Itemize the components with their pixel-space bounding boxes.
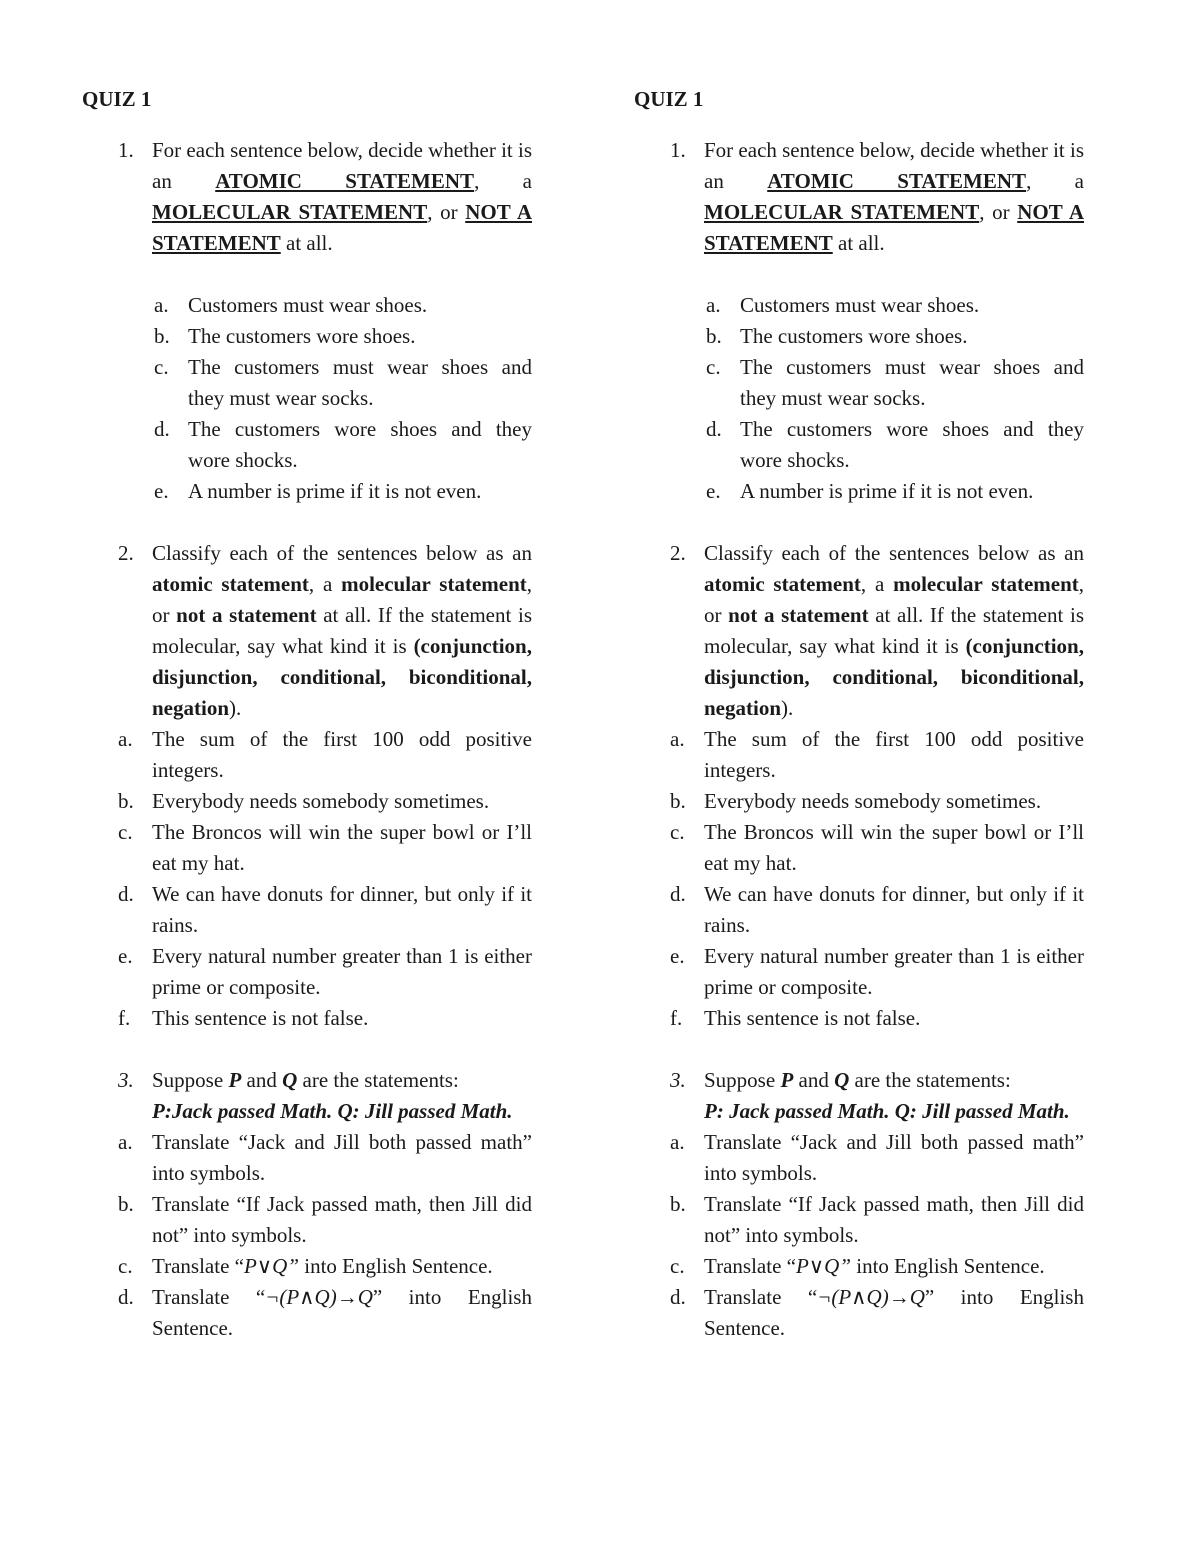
item-text-tail: ” into English Sentence. [704, 1285, 1084, 1340]
list-item [82, 724, 532, 786]
variable-p: P [228, 1068, 242, 1092]
question-1-intro: For each sentence below, decide whether it is an [704, 138, 1084, 193]
item-text: Translate “If Jack passed math, then Jill did not” into symbols. [704, 1192, 1084, 1247]
statement-definitions: P:Jack passed Math. Q: Jill passed Math. [152, 1099, 513, 1123]
item-text: We can have donuts for dinner, but only if it rains. [152, 882, 532, 937]
quiz-title: QUIZ 1 [82, 87, 152, 111]
list-item [634, 817, 1084, 879]
item-text: Every natural number greater than 1 is either prime or composite. [704, 944, 1084, 999]
item-text: Translate “If Jack passed math, then Jill did not” into symbols. [152, 1192, 532, 1247]
list-item [634, 476, 1084, 507]
item-label: b. [670, 1192, 686, 1216]
statement-definitions: P: Jack passed Math. Q: Jill passed Math. [704, 1099, 1070, 1123]
list-item [82, 1003, 532, 1034]
atomic-statement-term: ATOMIC STATEMENT [215, 169, 475, 193]
list-item [634, 724, 1084, 786]
item-label: e. [154, 479, 169, 503]
quiz-title: QUIZ 1 [634, 87, 704, 111]
math-expression: ¬(P∧Q)→Q [265, 1285, 373, 1309]
list-item [82, 352, 532, 414]
item-label: e. [118, 944, 133, 968]
list-item [82, 414, 532, 476]
item-label: a. [118, 727, 133, 751]
list-item [82, 1127, 532, 1189]
question-1: 1. For each sentence below, decide whether it is an ATOMIC STATEMENT, a MOLECULAR STATEMENT, or NOT A STATEMENT at all. [82, 135, 532, 259]
question-1: 1. For each sentence below, decide whether it is an ATOMIC STATEMENT, a MOLECULAR STATEMENT, or NOT A STATEMENT at all. [634, 135, 1084, 259]
item-label: d. [154, 417, 170, 441]
item-text: The Broncos will win the super bowl or I’ll eat my hat. [704, 820, 1084, 875]
item-text: The customers wore shoes. [188, 324, 416, 348]
item-text-tail: ” into English Sentence. [152, 1285, 532, 1340]
item-text: Customers must wear shoes. [188, 293, 428, 317]
list-item [82, 786, 532, 817]
list-item [82, 290, 532, 321]
item-label: a. [154, 293, 169, 317]
list-item [82, 879, 532, 941]
item-label: c. [118, 1254, 133, 1278]
item-text: Everybody needs somebody sometimes. [704, 789, 1042, 813]
list-item [82, 1189, 532, 1251]
item-text-tail: into English Sentence. [851, 1254, 1045, 1278]
item-text: The customers must wear shoes and they must wear socks. [188, 355, 532, 410]
list-item [82, 1251, 532, 1282]
item-text: The sum of the first 100 odd positive integers. [704, 727, 1084, 782]
item-text-tail: into English Sentence. [299, 1254, 493, 1278]
math-expression: P∨Q” [243, 1254, 300, 1278]
item-text: Customers must wear shoes. [740, 293, 980, 317]
item-text: Translate “ [704, 1254, 796, 1278]
list-item [634, 1127, 1084, 1189]
item-label: d. [118, 882, 134, 906]
list-item [634, 786, 1084, 817]
not-a-statement-term: NOT A STATEMENT [704, 200, 1084, 255]
item-text: This sentence is not false. [152, 1006, 369, 1030]
item-text: Every natural number greater than 1 is either prime or composite. [152, 944, 532, 999]
math-expression: P∨Q” [795, 1254, 852, 1278]
item-label: f. [670, 1006, 683, 1030]
item-text: Translate “Jack and Jill both passed math” into symbols. [704, 1130, 1084, 1185]
item-label: c. [670, 820, 685, 844]
item-text: Everybody needs somebody sometimes. [152, 789, 490, 813]
item-label: d. [118, 1285, 134, 1309]
list-item [634, 414, 1084, 476]
item-label: e. [706, 479, 721, 503]
list-item [82, 941, 532, 1003]
item-text: The customers wore shoes. [740, 324, 968, 348]
molecular-statement-term: MOLECULAR STATEMENT [152, 200, 428, 224]
item-label: b. [118, 1192, 134, 1216]
item-text: The Broncos will win the super bowl or I’ll eat my hat. [152, 820, 532, 875]
question-number: 1. [118, 138, 134, 162]
list-item [634, 1003, 1084, 1034]
list-item [634, 321, 1084, 352]
item-text: Translate “ [704, 1285, 818, 1309]
question-2: 2. Classify each of the sentences below as an atomic statement, a molecular statement, or not a statement at all. If the statement is molecular, say what kind it is (conjunction, disjunction, conditional, biconditional, negation). [82, 538, 532, 724]
question-number: 2. [118, 541, 134, 565]
list-item [82, 476, 532, 507]
item-label: f. [118, 1006, 131, 1030]
statement-kinds: (conjunction, disjunction, conditional, biconditional, negation [704, 634, 1084, 720]
question-2-options [82, 724, 532, 1034]
item-text: The sum of the first 100 odd positive integers. [152, 727, 532, 782]
variable-p: P [780, 1068, 794, 1092]
question-1-options [82, 290, 532, 507]
item-label: c. [670, 1254, 685, 1278]
question-3-options [634, 1127, 1084, 1344]
item-text: Translate “Jack and Jill both passed math” into symbols. [152, 1130, 532, 1185]
question-2: 2. Classify each of the sentences below as an atomic statement, a molecular statement, or not a statement at all. If the statement is molecular, say what kind it is (conjunction, disjunction, conditional, biconditional, negation). [634, 538, 1084, 724]
not-a-statement-term: not a statement [728, 603, 869, 627]
item-text: The customers wore shoes and they wore shocks. [188, 417, 532, 472]
not-a-statement-term: NOT A STATEMENT [152, 200, 532, 255]
variable-q: Q [282, 1068, 298, 1092]
question-number: 1. [670, 138, 686, 162]
variable-q: Q [834, 1068, 850, 1092]
item-label: a. [118, 1130, 133, 1154]
question-number: 2. [670, 541, 686, 565]
item-label: c. [154, 355, 169, 379]
molecular-statement-term: molecular statement [341, 572, 527, 596]
list-item [634, 1282, 1084, 1344]
item-text: Translate “ [152, 1254, 244, 1278]
not-a-statement-term: not a statement [176, 603, 317, 627]
list-item [82, 321, 532, 352]
item-text: We can have donuts for dinner, but only if it rains. [704, 882, 1084, 937]
item-label: c. [118, 820, 133, 844]
question-3: 3. Suppose P and Q are the statements: P:Jack passed Math. Q: Jill passed Math. [82, 1065, 532, 1127]
list-item [634, 1189, 1084, 1251]
item-text: The customers must wear shoes and they must wear socks. [740, 355, 1084, 410]
list-item [634, 941, 1084, 1003]
item-label: b. [706, 324, 722, 348]
list-item [634, 879, 1084, 941]
item-label: e. [670, 944, 685, 968]
item-text: Translate “ [152, 1285, 266, 1309]
item-text: A number is prime if it is not even. [188, 479, 482, 503]
list-item [634, 290, 1084, 321]
item-text: This sentence is not false. [704, 1006, 921, 1030]
question-3: 3. Suppose P and Q are the statements: P: Jack passed Math. Q: Jill passed Math. [634, 1065, 1084, 1127]
atomic-statement-term: ATOMIC STATEMENT [767, 169, 1027, 193]
question-3-options [82, 1127, 532, 1344]
quiz-column-right [634, 84, 1084, 1344]
list-item [82, 817, 532, 879]
molecular-statement-term: molecular statement [893, 572, 1079, 596]
question-number: 3. [670, 1068, 686, 1092]
question-1-options [634, 290, 1084, 507]
statement-kinds: (conjunction, disjunction, conditional, biconditional, negation [152, 634, 532, 720]
list-item [634, 1251, 1084, 1282]
item-label: a. [670, 1130, 685, 1154]
molecular-statement-term: MOLECULAR STATEMENT [704, 200, 980, 224]
item-label: c. [706, 355, 721, 379]
list-item [634, 352, 1084, 414]
item-text: A number is prime if it is not even. [740, 479, 1034, 503]
quiz-column-left [82, 84, 532, 1344]
item-label: b. [670, 789, 686, 813]
question-2-options [634, 724, 1084, 1034]
atomic-statement-term: atomic statement [704, 572, 861, 596]
item-label: d. [670, 882, 686, 906]
list-item [82, 1282, 532, 1344]
item-label: a. [670, 727, 685, 751]
item-label: d. [670, 1285, 686, 1309]
item-label: b. [118, 789, 134, 813]
item-label: d. [706, 417, 722, 441]
question-1-intro: For each sentence below, decide whether it is an [152, 138, 532, 193]
question-number: 3. [118, 1068, 134, 1092]
atomic-statement-term: atomic statement [152, 572, 309, 596]
math-expression: ¬(P∧Q)→Q [817, 1285, 925, 1309]
item-label: a. [706, 293, 721, 317]
item-text: The customers wore shoes and they wore shocks. [740, 417, 1084, 472]
item-label: b. [154, 324, 170, 348]
